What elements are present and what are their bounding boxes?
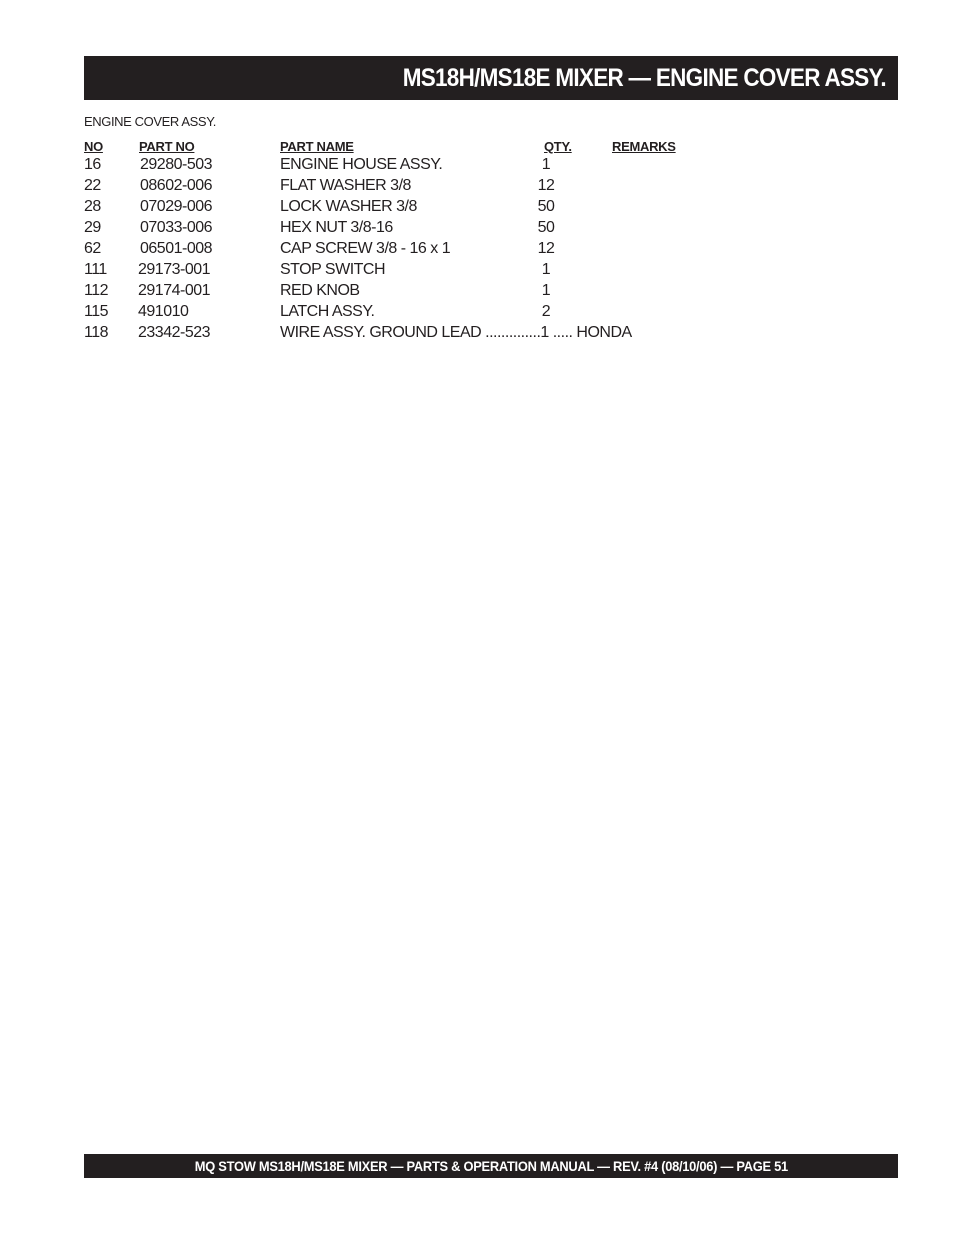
page-title: MS18H/MS18E MIXER — ENGINE COVER ASSY. — [402, 63, 886, 92]
cell-qty: 50 — [537, 219, 555, 236]
table-row — [84, 261, 724, 282]
cell-part-name: CAP SCREW 3/8 - 16 x 1 — [280, 240, 451, 257]
page-footer-bar — [84, 1154, 898, 1178]
cell-no: 111 — [84, 261, 107, 278]
cell-part-name: LATCH ASSY. — [280, 303, 375, 320]
column-header-qty: QTY. — [544, 139, 572, 154]
column-header-part-name: PART NAME — [280, 139, 354, 154]
section-label: ENGINE COVER ASSY. — [84, 114, 216, 129]
page-title-bar — [84, 56, 898, 100]
cell-part-no: 08602-006 — [140, 177, 213, 194]
column-header-remarks: REMARKS — [612, 139, 676, 154]
cell-part-name: STOP SWITCH — [280, 261, 386, 278]
cell-qty: 50 — [537, 198, 555, 215]
cell-part-no: 07033-006 — [140, 219, 213, 236]
table-header-row — [84, 138, 724, 156]
cell-qty: 12 — [537, 240, 555, 257]
cell-part-name: FLAT WASHER 3/8 — [280, 177, 411, 194]
cell-no: 115 — [84, 303, 109, 320]
table-row — [84, 219, 724, 240]
cell-part-name: ENGINE HOUSE ASSY. — [280, 156, 443, 173]
cell-no: 29 — [84, 219, 101, 236]
cell-no: 28 — [84, 198, 101, 215]
cell-part-no: 29280-503 — [140, 156, 213, 173]
cell-qty: 12 — [537, 177, 555, 194]
cell-qty: 1 — [541, 261, 551, 278]
cell-part-name: WIRE ASSY. GROUND LEAD ..............1 ..... HONDA — [280, 324, 632, 341]
cell-part-no: 06501-008 — [140, 240, 213, 257]
cell-no: 22 — [84, 177, 101, 194]
table-row — [84, 177, 724, 198]
cell-part-name: LOCK WASHER 3/8 — [280, 198, 417, 215]
cell-part-name: HEX NUT 3/8-16 — [280, 219, 393, 236]
cell-no: 16 — [84, 156, 101, 173]
column-header-no: NO — [84, 139, 103, 154]
cell-qty: 1 — [541, 282, 551, 299]
cell-no: 62 — [84, 240, 101, 257]
table-row — [84, 324, 724, 345]
cell-part-no: 29174-001 — [138, 282, 211, 299]
cell-part-no: 29173-001 — [138, 261, 211, 278]
column-header-part-no: PART NO — [139, 139, 195, 154]
page-footer: MQ STOW MS18H/MS18E MIXER — PARTS & OPERATION MANUAL — REV. #4 (08/10/06) — PAGE 51 — [194, 1158, 788, 1174]
table-row — [84, 303, 724, 324]
parts-table — [84, 138, 724, 345]
table-row — [84, 156, 724, 177]
cell-part-name: RED KNOB — [280, 282, 360, 299]
cell-qty: 2 — [541, 303, 551, 320]
cell-part-no: 491010 — [138, 303, 189, 320]
cell-qty: 1 — [541, 156, 551, 173]
cell-part-no: 23342-523 — [138, 324, 211, 341]
cell-part-no: 07029-006 — [140, 198, 213, 215]
cell-no: 112 — [84, 282, 109, 299]
table-row — [84, 282, 724, 303]
table-row — [84, 240, 724, 261]
table-row — [84, 198, 724, 219]
cell-no: 118 — [84, 324, 109, 341]
